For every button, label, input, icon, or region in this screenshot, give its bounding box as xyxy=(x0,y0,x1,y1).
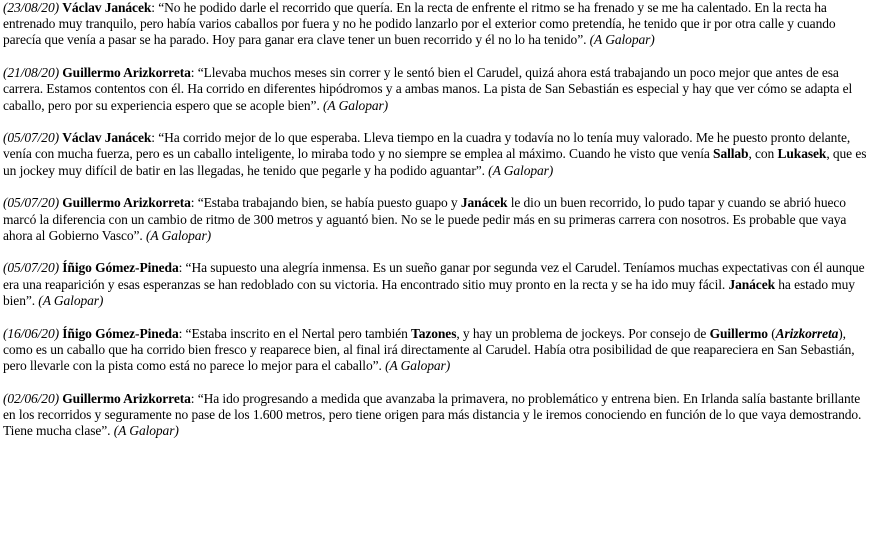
jockey-name: Lukasek xyxy=(777,146,827,162)
quote-source: (A Galopar) xyxy=(385,357,451,373)
paragraph-gap xyxy=(3,179,869,196)
horse-name: Tazones xyxy=(411,325,457,341)
quote-text: “Ha supuesto una alegría inmensa. Es un sueño ganar por segunda vez el Carudel. Teníamos muchas expectativas con él aunque era una reaparición y esas esperanzas se han redoblado con su victoria. Ha encontrado sitio muy pronto en la recta y se ha ido muy fácil. xyxy=(3,260,865,292)
quote-speaker: Václav Janácek xyxy=(62,0,152,15)
quote-date: (21/08/20) xyxy=(3,65,59,81)
quote-source: (A Galopar) xyxy=(589,32,655,48)
quote-speaker: Guillermo Arizkorreta xyxy=(62,65,191,81)
quote-text: , que es un jockey muy difícil de batir en las llegadas, he tenido que pegarle y ha podido aguantar”. xyxy=(3,146,867,178)
quote-speaker: Íñigo Gómez-Pineda xyxy=(62,260,179,276)
quote-entry: (16/06/20) Íñigo Gómez-Pineda: “Estaba inscrito en el Nertal pero también Tazones, y hay un problema de jockeys. Por consejo de Guillermo (Arizkorreta), como es un caballo que ha corrido bien fresco y reaparece bien, al final irá directamente al Carudel. Había otra posibilidad de que reapareciera en San Sebastián, pero llevarle con la pista como está no parece lo mejor para el caballo”. (A Galopar) xyxy=(3,325,855,373)
quote-source: (A Galopar) xyxy=(488,162,554,178)
quote-text: “Ha ido progresando a medida que avanzaba la primavera, no problemático y entrena bien. En Irlanda salía bastante brillante en los recorridos y seguramente no pase de los 1.600 metros, pero tiene origen para más distancia y le iremos conociendo en función de lo que vaya demostrando. Tiene mucha clase”. xyxy=(3,390,862,439)
quote-source: (A Galopar) xyxy=(38,292,104,308)
quote-entry: (05/07/20) Íñigo Gómez-Pineda: “Ha supuesto una alegría inmensa. Es un sueño ganar por segunda vez el Carudel. Teníamos muchas expectativas con él aunque era una reaparición y esas esperanzas se han redoblado con su victoria. Ha encontrado sitio muy pronto en la recta y se ha ido muy fácil. Janácek ha estado muy bien”. (A Galopar) xyxy=(3,260,865,308)
horse-name: Sallab xyxy=(713,146,749,162)
quote-speaker: Václav Janácek xyxy=(62,130,152,146)
quote-date: (16/06/20) xyxy=(3,325,59,341)
quote-entry: (23/08/20) Václav Janácek: “No he podido darle el recorrido que quería. En la recta de enfrente el ritmo se ha frenado y se me ha calentado. En la recta ha entrenado muy tranquilo, pero había varios caballos por fuera y no he podido lanzarlo por el exterior como pretendía, he tenido que ir por otra calle y cuando parecía que venía a pasar se ha parado. Hoy para ganar era clave tener un buen recorrido y él no lo ha tenido”. (A Galopar) xyxy=(3,0,836,48)
quote-date: (02/06/20) xyxy=(3,390,59,406)
quote-text: “No he podido darle el recorrido que quería. En la recta de enfrente el ritmo se ha frenado y se me ha calentado. En la recta ha entrenado muy tranquilo, pero había varios caballos por fuera y no he podido lanzarlo por el exterior como pretendía, he tenido que ir por otra calle y cuando parecía que venía a pasar se ha parado. Hoy para ganar era clave tener un buen recorrido y él no lo ha tenido”. xyxy=(3,0,836,48)
quote-text: “Estaba trabajando bien, se había puesto guapo y xyxy=(197,195,461,211)
quote-date: (23/08/20) xyxy=(3,0,59,15)
quote-entry: (21/08/20) Guillermo Arizkorreta: “Llevaba muchos meses sin correr y le sentó bien el Carudel, quizá ahora está trabajando un poco mejor que antes de esa carrera. Estamos contentos con él. Ha corrido en diferentes hipódromos y a ambas manos. La pista de San Sebastián es especial y hay que ver cómo se adapta el caballo, pero por su experiencia espero que se acople bien”. (A Galopar) xyxy=(3,65,853,113)
quote-text: , con xyxy=(748,146,778,162)
quote-text: ), como es un caballo que ha corrido bien fresco y reaparece bien, al final irá directamente al Carudel. Había otra posibilidad de que reapareciera en San Sebastián, pero llevarle con la pista como está no parece lo mejor para el caballo”. xyxy=(3,325,855,373)
quote-speaker: Guillermo Arizkorreta xyxy=(62,195,191,211)
quote-source: (A Galopar) xyxy=(113,423,179,439)
quote-text: “Ha corrido mejor de lo que esperaba. Lleva tiempo en la cuadra y todavía no lo tenía muy valorado. Me he puesto pronto delante, venía con mucha fuerza, pero es un caballo inteligente, lo miraba todo y no siempre se emplea al máximo. Cuando he visto que venía xyxy=(3,130,851,162)
quote-date: (05/07/20) xyxy=(3,130,59,146)
quote-text: “Llevaba muchos meses sin correr y le sentó bien el Carudel, quizá ahora está trabajando un poco mejor que antes de esa carrera. Estamos contentos con él. Ha corrido en diferentes hipódromos y a ambas manos. La pista de San Sebastián es especial y hay que ver cómo se adapta el caballo, pero por su experiencia espero que se acople bien”. xyxy=(3,65,853,113)
paragraph-gap xyxy=(3,374,869,391)
quote-text: , y hay un problema de jockeys. Por consejo de xyxy=(456,325,710,341)
trainer-surname: Arizkorreta xyxy=(775,325,839,341)
paragraph-gap xyxy=(3,114,869,131)
quotes-document xyxy=(3,0,869,439)
quote-entry: (05/07/20) Václav Janácek: “Ha corrido mejor de lo que esperaba. Lleva tiempo en la cuadra y todavía no lo tenía muy valorado. Me he puesto pronto delante, venía con mucha fuerza, pero es un caballo inteligente, lo miraba todo y no siempre se emplea al máximo. Cuando he visto que venía Sallab, con Lukasek, que es un jockey muy difícil de batir en las llegadas, he tenido que pegarle y ha podido aguantar”. (A Galopar) xyxy=(3,130,867,178)
quote-date: (05/07/20) xyxy=(3,260,59,276)
quote-speaker: Íñigo Gómez-Pineda xyxy=(62,325,179,341)
quote-source: (A Galopar) xyxy=(145,227,212,243)
quote-text: ( xyxy=(767,325,776,341)
paragraph-gap xyxy=(3,309,869,326)
trainer-name: Guillermo xyxy=(709,325,768,341)
quote-entry: (05/07/20) Guillermo Arizkorreta: “Estaba trabajando bien, se había puesto guapo y Janácek le dio un buen recorrido, lo pudo tapar y cuando se abrió hueco marcó la diferencia con un cambio de ritmo de 300 metros y aguantó bien. No se le puede pedir más en su primeras carrera con nosotros. Es probable que vaya ahora al Gobierno Vasco”. (A Galopar) xyxy=(3,195,847,243)
quote-speaker: Guillermo Arizkorreta xyxy=(62,390,191,406)
jockey-name: Janácek xyxy=(728,276,775,292)
paragraph-gap xyxy=(3,244,869,261)
quote-source: (A Galopar) xyxy=(323,97,389,113)
paragraph-gap xyxy=(3,49,869,66)
quote-entry: (02/06/20) Guillermo Arizkorreta: “Ha ido progresando a medida que avanzaba la primavera, no problemático y entrena bien. En Irlanda salía bastante brillante en los recorridos y seguramente no pase de los 1.600 metros, pero tiene origen para más distancia y le iremos conociendo en función de lo que vaya demostrando. Tiene mucha clase”. (A Galopar) xyxy=(3,390,862,439)
quote-text: le dio un buen recorrido, lo pudo tapar y cuando se abrió hueco marcó la diferencia con un cambio de ritmo de 300 metros y aguantó bien. No se le puede pedir más en su primeras carrera con nosotros. Es probable que vaya ahora al Gobierno Vasco”. xyxy=(3,195,847,243)
quote-text: “Estaba inscrito en el Nertal pero también xyxy=(185,325,412,341)
quote-date: (05/07/20) xyxy=(3,195,59,211)
quote-text: ha estado muy bien”. xyxy=(3,276,855,308)
jockey-name: Janácek xyxy=(460,195,508,211)
